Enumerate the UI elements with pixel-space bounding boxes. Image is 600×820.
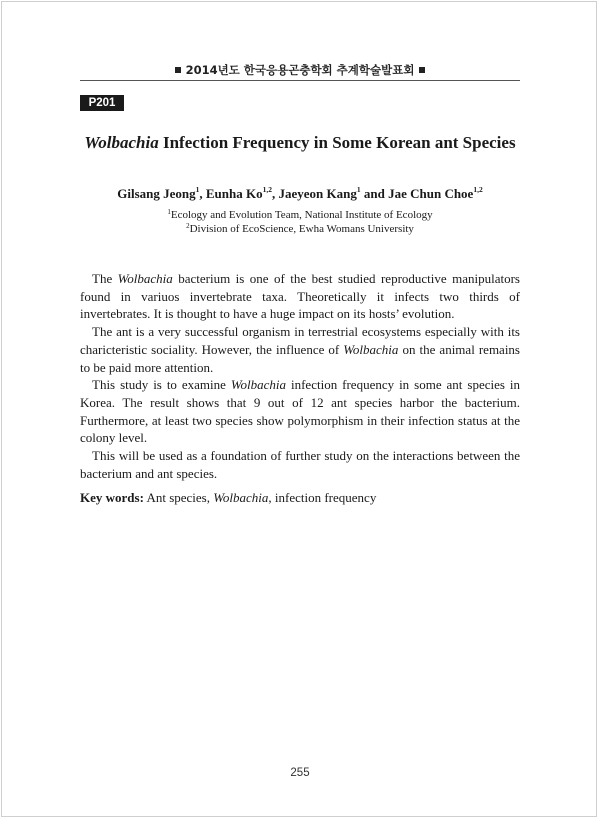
conference-name: 2014년도 한국응용곤충학회 추계학술발표회 (185, 63, 415, 77)
text-run: The ant is a very successful organism in terrestrial ecosystems especially with its charicteristic sociality. However, the influence of (80, 324, 520, 357)
abstract-paragraph (80, 447, 520, 482)
text-run: infection frequency in some ant species in Korea. The result shows that 9 out of 12 ant species harbor the bacterium. Furthermore, at least two species show polymorphism in their infection status at the colony level. (80, 377, 520, 446)
affiliation-text: Ecology and Evolution Team, National Institute of Ecology (170, 209, 433, 221)
author-separator: and (360, 186, 389, 201)
text-run: , infection frequency (268, 490, 377, 505)
affiliation-2 (0, 223, 600, 235)
square-bullet-icon (175, 67, 181, 73)
header-rule (80, 80, 520, 81)
italic-genus: Wolbachia (213, 490, 269, 505)
page-number: 255 (290, 767, 310, 779)
keywords (80, 490, 520, 506)
abstract-paragraph (80, 376, 520, 447)
author-name: Jae Chun Choe (388, 186, 474, 201)
author-affiliation-mark: 1 (195, 185, 200, 194)
text-run: This study is to examine (92, 377, 231, 393)
title-italic-genus: Wolbachia (84, 133, 159, 152)
author-affiliation-mark: 1,2 (473, 185, 483, 194)
author-separator: , (199, 186, 206, 201)
title-rest: Infection Frequency in Some Korean ant Species (158, 133, 516, 152)
paper-title (0, 133, 600, 153)
affiliation-text: Division of EcoScience, Ewha Womans University (189, 223, 414, 235)
author-name: Eunha Ko (205, 186, 263, 201)
abstract-body (80, 270, 520, 482)
square-bullet-icon (419, 67, 425, 73)
affiliation-mark: 2 (186, 222, 190, 230)
abstract-paragraph (80, 270, 520, 323)
text-run: This will be used as a foundation of further study on the interactions between the bacterium and ant species. (80, 448, 520, 481)
keywords-label: Key words: (80, 490, 144, 505)
author-name: Jaeyeon Kang (278, 186, 357, 201)
author-list (0, 186, 600, 202)
abstract-paragraph (80, 323, 520, 376)
author-affiliation-mark: 1,2 (262, 185, 272, 194)
running-header (0, 62, 600, 78)
text-run: Ant species, (143, 490, 214, 505)
text-run: on the animal remains to be paid more attention. (80, 341, 520, 375)
author-affiliation-mark: 1 (356, 185, 361, 194)
text-run: bacterium is one of the best studied reproductive manipulators found in variuos invertebrate taxa. Theoretically it infects two thirds of invertebrates. It is thought to have a huge impact on its hosts’ evolution. (80, 271, 520, 322)
author-separator: , (272, 186, 279, 201)
poster-id-badge: P201 (80, 95, 124, 111)
italic-genus: Wolbachia (343, 341, 399, 357)
text-run: The (92, 271, 118, 286)
affiliation-1 (0, 209, 600, 221)
author-name: Gilsang Jeong (117, 186, 196, 201)
affiliation-mark: 1 (167, 208, 171, 216)
italic-genus: Wolbachia (230, 377, 287, 393)
italic-genus: Wolbachia (117, 271, 173, 286)
